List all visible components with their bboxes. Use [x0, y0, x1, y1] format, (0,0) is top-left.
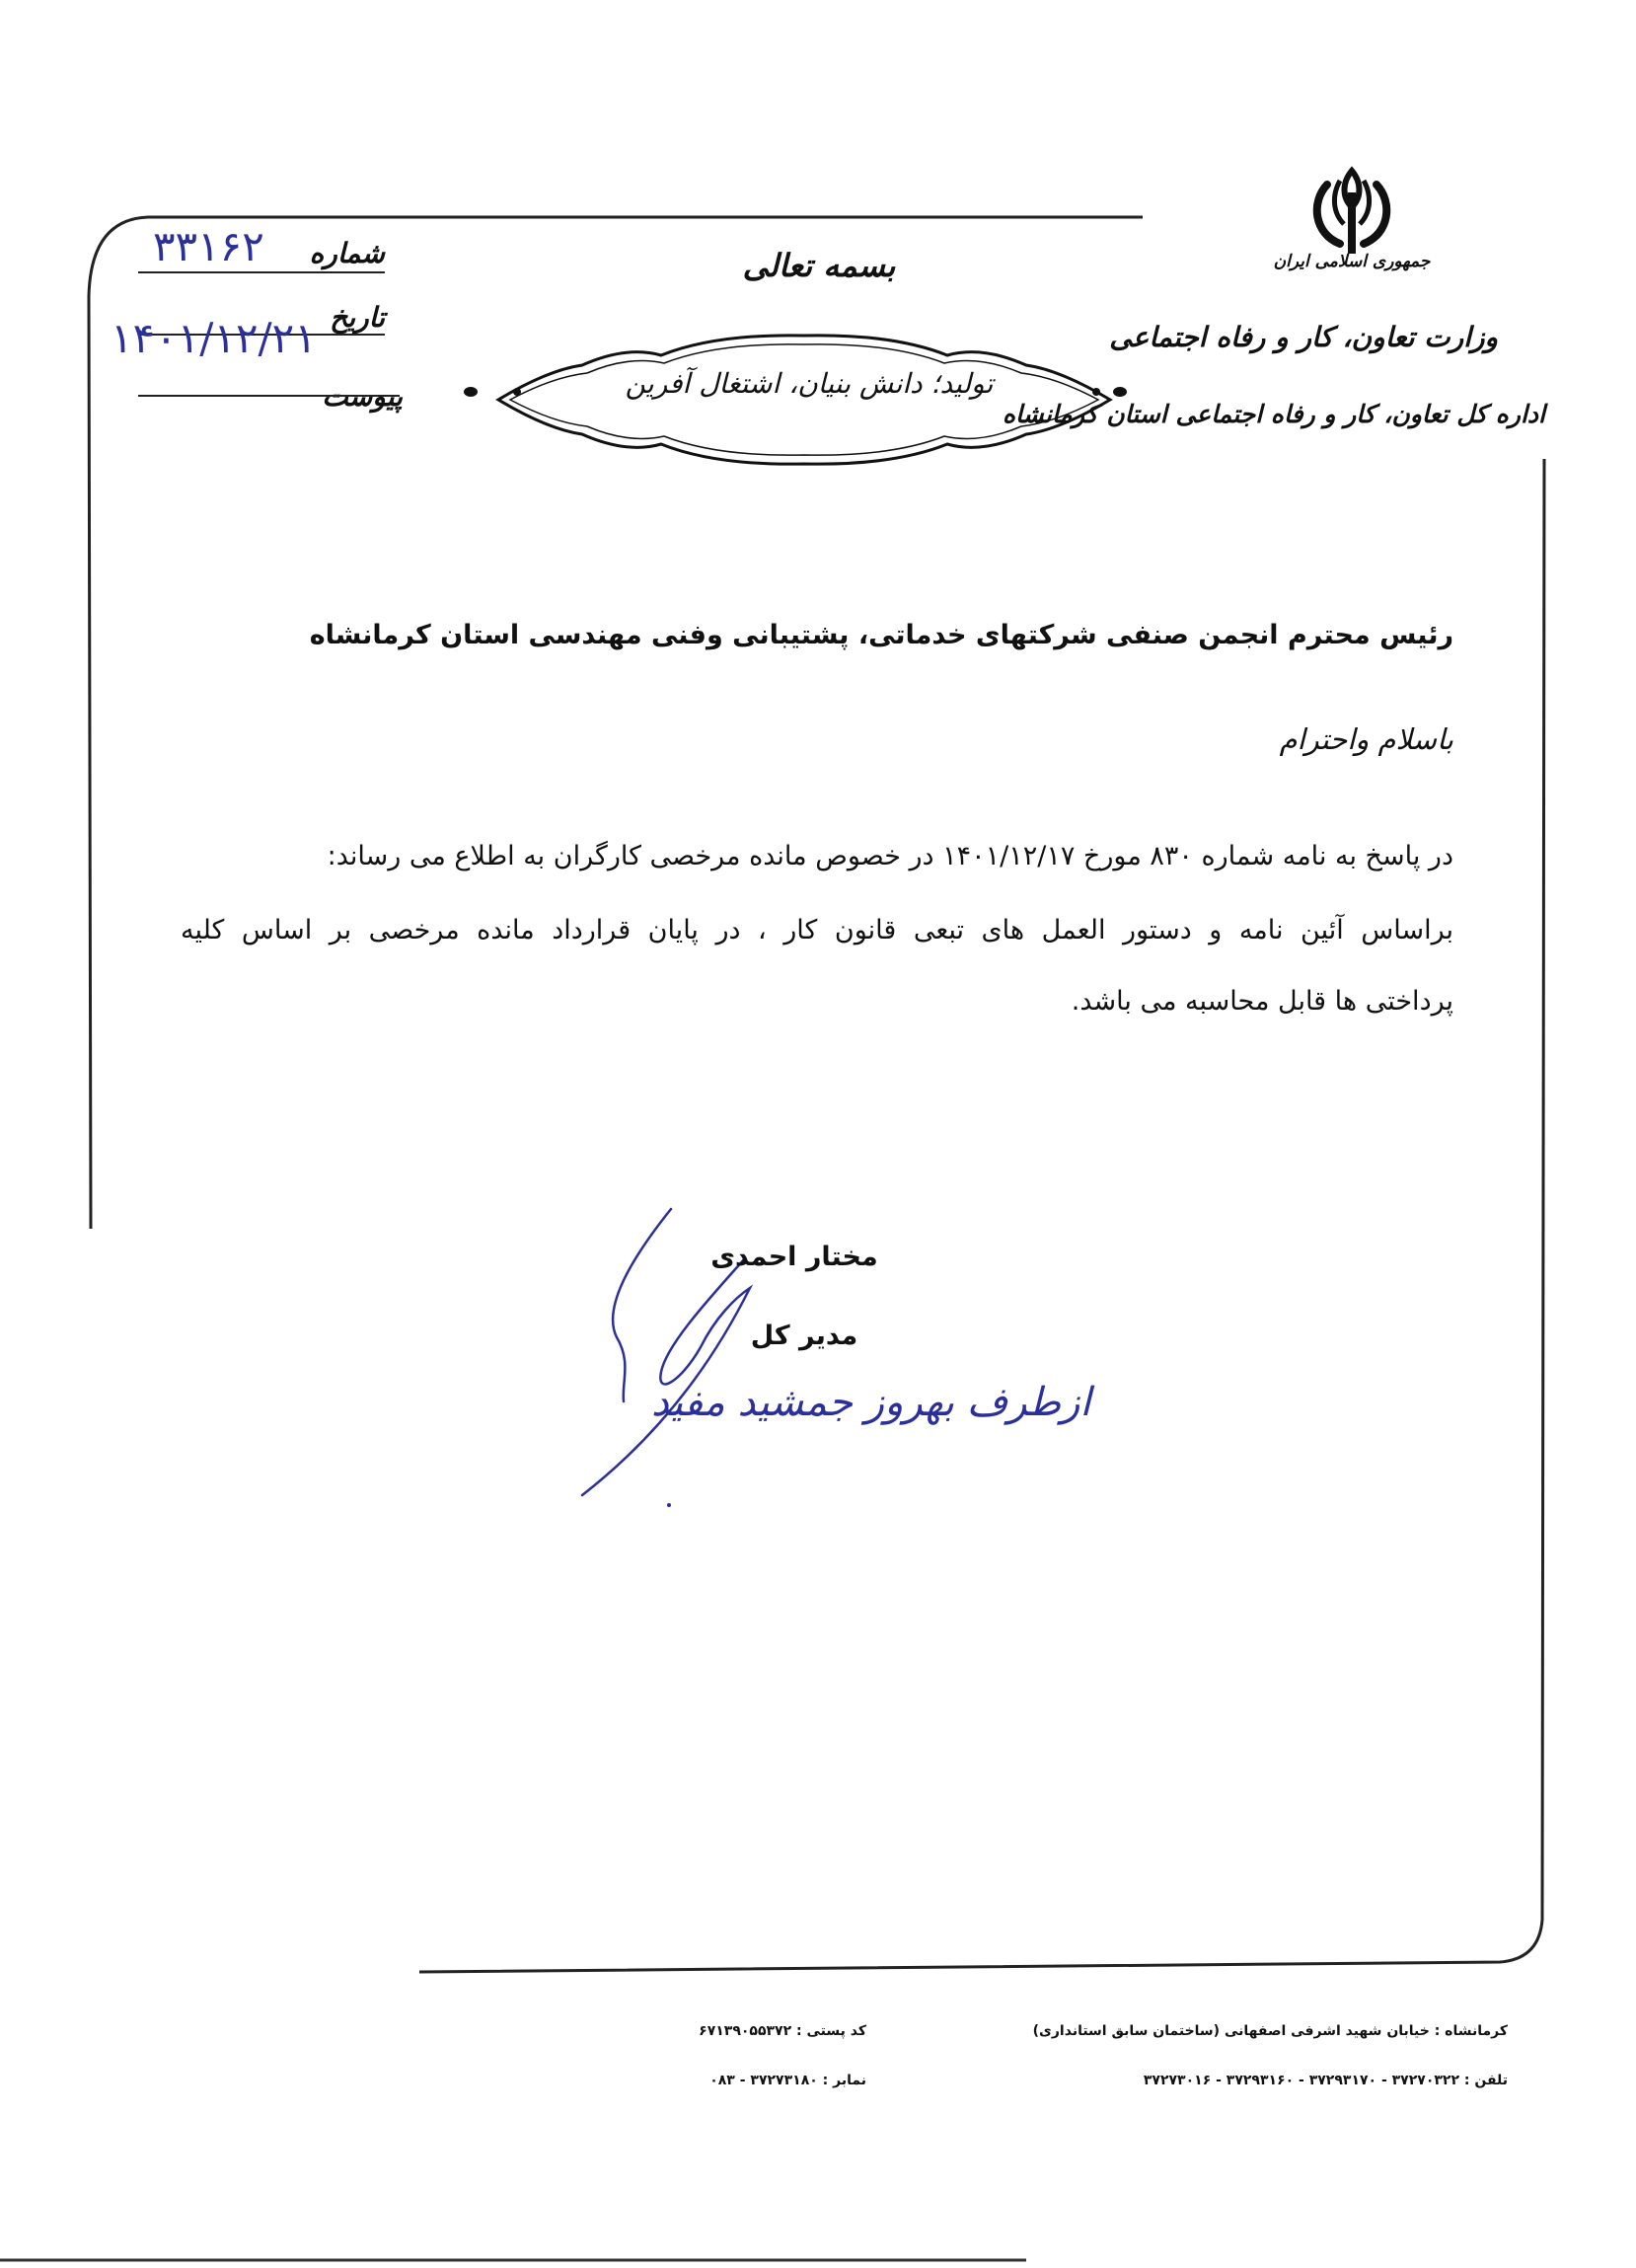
ornament-dot: [464, 387, 478, 397]
footer-fax: نمابر : ۳۷۲۷۳۱۸۰ - ۰۸۳: [709, 2073, 866, 2088]
letter-number: ۳۳۱۶۲: [153, 222, 264, 270]
number-label: شماره: [309, 237, 385, 269]
ornament-dot: [513, 388, 521, 396]
paragraph-2: [181, 911, 1453, 1053]
basmala: بسمه تعالی: [742, 247, 896, 284]
number-line: [138, 271, 385, 273]
emblem-caption: جمهوری اسلامی ایران: [1273, 252, 1431, 271]
iran-emblem-icon: [1302, 163, 1401, 262]
paragraph-2-line-1: براساس آئین نامه و دستور العمل های تبعی قانون کار ، در پایان قرارداد مانده مرخصی بر اساس کلیه: [181, 915, 1453, 945]
attachment-label: پیوست: [322, 380, 403, 413]
signer-title: مدیر کل: [750, 1321, 858, 1351]
addressee: رئیس محترم انجمن صنفی شرکتهای خدماتی، پشتیبانی وفنی مهندسی استان کرمانشاه: [309, 620, 1453, 650]
salutation: باسلام واحترام: [1279, 722, 1453, 756]
directorate-name: اداره کل تعاون، کار و رفاه اجتماعی استان کرمانشاه: [1002, 400, 1545, 428]
footer-postal-code: کد پستی : ۶۷۱۳۹۰۵۵۳۷۲: [699, 2023, 866, 2039]
ornament-dot: [1092, 388, 1100, 396]
attachment-line: [138, 395, 400, 397]
paragraph-2-line-2: پرداختی ها قابل محاسبه می باشد.: [1071, 986, 1453, 1017]
slogan: تولید؛ دانش بنیان، اشتغال آفرین: [625, 367, 994, 400]
footer-phones: تلفن : ۳۷۲۷۰۳۲۲ - ۳۷۲۹۳۱۷۰ - ۳۷۲۹۳۱۶۰ - ۳۷۲۷۳۰۱۶: [1143, 2073, 1508, 2088]
footer-address: کرمانشاه : خیابان شهید اشرفی اصفهانی (ساختمان سابق استانداری): [1032, 2023, 1508, 2039]
paragraph-1: در پاسخ به نامه شماره ۸۳۰ مورخ ۱۴۰۱/۱۲/۱۷ در خصوص مانده مرخصی کارگران به اطلاع می رساند:: [327, 841, 1453, 871]
on-behalf-handwriting: ازطرف بهروز جمشید مفید: [651, 1380, 1091, 1425]
signer-name: مختار احمدی: [710, 1242, 878, 1272]
slogan-banner: [488, 326, 1120, 474]
letter-date: ۱۴۰۱/۱۲/۲۱: [111, 314, 317, 362]
ministry-name: وزارت تعاون، کار و رفاه اجتماعی: [1109, 321, 1498, 353]
date-label: تاریخ: [330, 301, 385, 334]
ornament-dot: [1113, 387, 1127, 397]
